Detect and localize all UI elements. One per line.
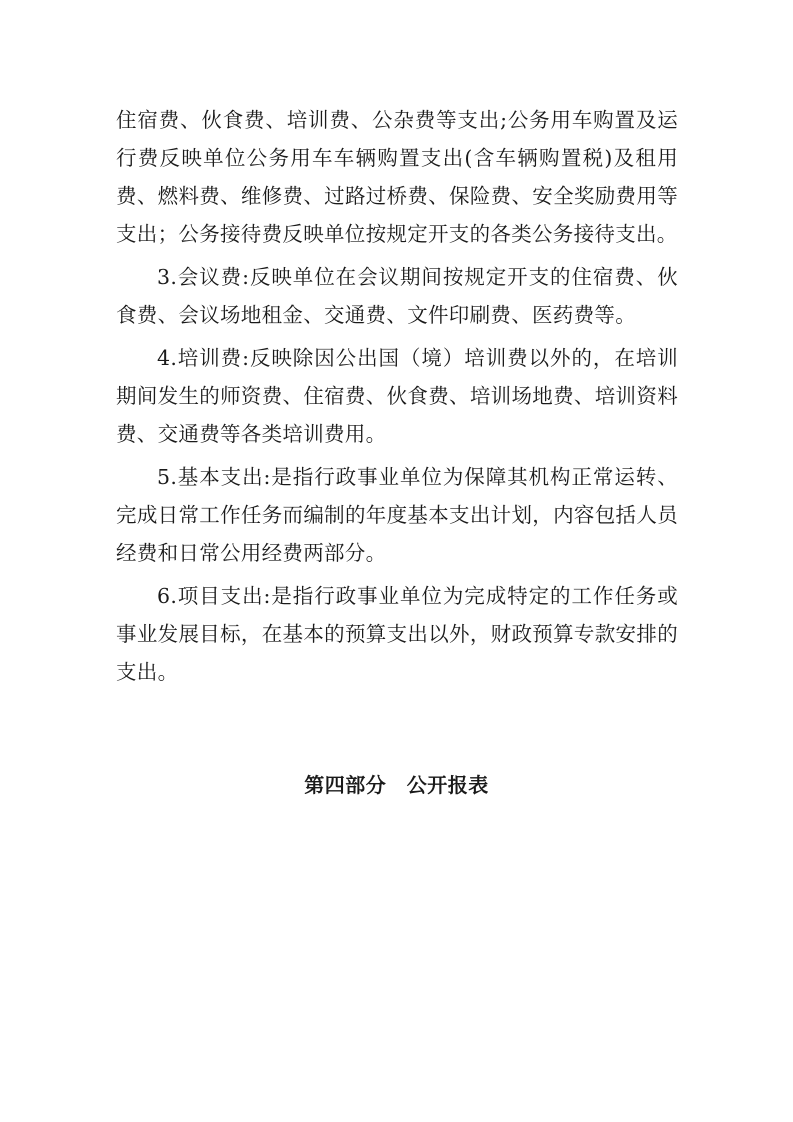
paragraph-basic-expenditure: 5.基本支出:是指行政事业单位为保障其机构正常运转、完成日常工作任务而编制的年度基本支出计划，内容包括人员经费和日常公用经费两部分。: [116, 465, 678, 565]
paragraph-meeting-fee: 3.会议费:反映单位在会议期间按规定开支的住宿费、伙食费、会议场地租金、交通费、文件印刷费、医药费等。: [116, 265, 678, 327]
document-body: [116, 101, 678, 691]
paragraph-continued: 住宿费、伙食费、培训费、公杂费等支出;公务用车购置及运行费反映单位公务用车车辆购置支出(含车辆购置税)及租用费、燃料费、维修费、过路过桥费、保险费、安全奖励费用等支出；公务接待费反映单位按规定开支的各类公务接待支出。: [116, 108, 678, 246]
paragraph-training-fee: 4.培训费:反映除因公出国（境）培训费以外的，在培训期间发生的师资费、住宿费、伙食费、培训场地费、培训资料费、交通费等各类培训费用。: [116, 346, 678, 446]
section-heading: 第四部分 公开报表: [304, 773, 489, 797]
paragraph-project-expenditure: 6.项目支出:是指行政事业单位为完成特定的工作任务或事业发展目标，在基本的预算支出以外，财政预算专款安排的支出。: [116, 584, 678, 684]
